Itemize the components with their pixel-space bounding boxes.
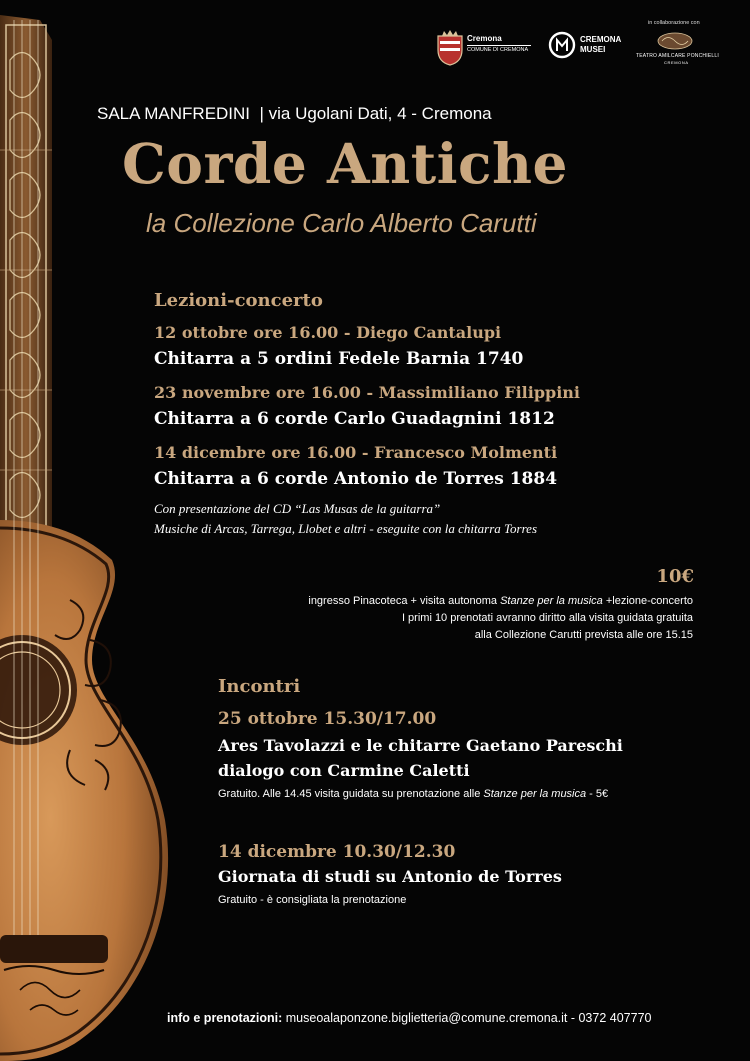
logo-divider [467, 45, 531, 46]
collaboration-label: in collaborazione con [648, 20, 700, 26]
venue-address: SALA MANFREDINI | via Ugolani Dati, 4 - Cremona [97, 104, 492, 123]
incontro-2-note: Gratuito - è consigliata la prenotazione [218, 894, 407, 906]
lezioni-heading: Lezioni-concerto [154, 290, 323, 311]
lezione-2-date: 23 novembre ore 16.00 - Massimiliano Filippini [154, 383, 580, 402]
cd-presentation-note: Con presentazione del CD “Las Musas de la guitarra” [154, 501, 441, 516]
incontro-1-date: 25 ottobre 15.30/17.00 [218, 709, 437, 729]
event-subtitle: la Collezione Carlo Alberto Carutti [146, 208, 537, 238]
teatro-name: TEATRO AMILCARE PONCHIELLI [636, 53, 719, 59]
cd-music-note: Musiche di Arcas, Tarrega, Llobet e altri - eseguite con la chitarra Torres [154, 521, 538, 536]
footer-email[interactable]: museoalaponzone.biglietteria@comune.cremona.it [285, 1011, 568, 1025]
lezione-1-instrument: Chitarra a 5 ordini Fedele Barnia 1740 [154, 349, 524, 369]
lezione-2-instrument: Chitarra a 6 corde Carlo Guadagnini 1812 [154, 409, 555, 429]
footer-label: info e prenotazioni: [167, 1011, 283, 1025]
event-title: Corde Antiche [122, 131, 568, 196]
incontro-2-title: Giornata di studi su Antonio de Torres [218, 867, 562, 886]
footer-phone: - 0372 407770 [567, 1011, 652, 1025]
cremona-musei-logo-mark [548, 31, 576, 59]
incontro-1-title-1: Ares Tavolazzi e le chitarre Gaetano Pareschi [218, 736, 623, 755]
incontri-heading: Incontri [218, 676, 301, 697]
teatro-city: CREMONA [664, 60, 689, 65]
incontro-1-title-2: dialogo con Carmine Caletti [218, 761, 470, 780]
pricing-line-3: alla Collezione Carutti prevista alle ore 15.15 [474, 629, 693, 641]
price: 10€ [656, 566, 694, 587]
pricing-line-1: ingresso Pinacoteca + visita autonoma Stanze per la musica +lezione-concerto [308, 595, 693, 607]
pricing-line-2: I primi 10 prenotati avranno diritto alla visita guidata gratuita [401, 612, 693, 624]
cremona-city-subtitle: COMUNE DI CREMONA [467, 47, 529, 53]
footer-contact [167, 1011, 651, 1025]
teatro-emblem [656, 30, 694, 50]
incontro-2-date: 14 dicembre 10.30/12.30 [218, 842, 456, 862]
cremona-city-name: Cremona [467, 34, 502, 43]
cremona-coat-of-arms-logo [436, 30, 464, 66]
incontro-1-note: Gratuito. Alle 14.45 visita guidata su prenotazione alle Stanze per la musica - 5€ [218, 788, 609, 800]
musei-line1: CREMONA [580, 35, 622, 44]
musei-line2: MUSEI [580, 45, 606, 54]
lezione-3-instrument: Chitarra a 6 corde Antonio de Torres 1884 [154, 469, 558, 489]
lezione-3-date: 14 dicembre ore 16.00 - Francesco Molmenti [154, 443, 558, 462]
lezione-1-date: 12 ottobre ore 16.00 - Diego Cantalupi [154, 323, 502, 342]
